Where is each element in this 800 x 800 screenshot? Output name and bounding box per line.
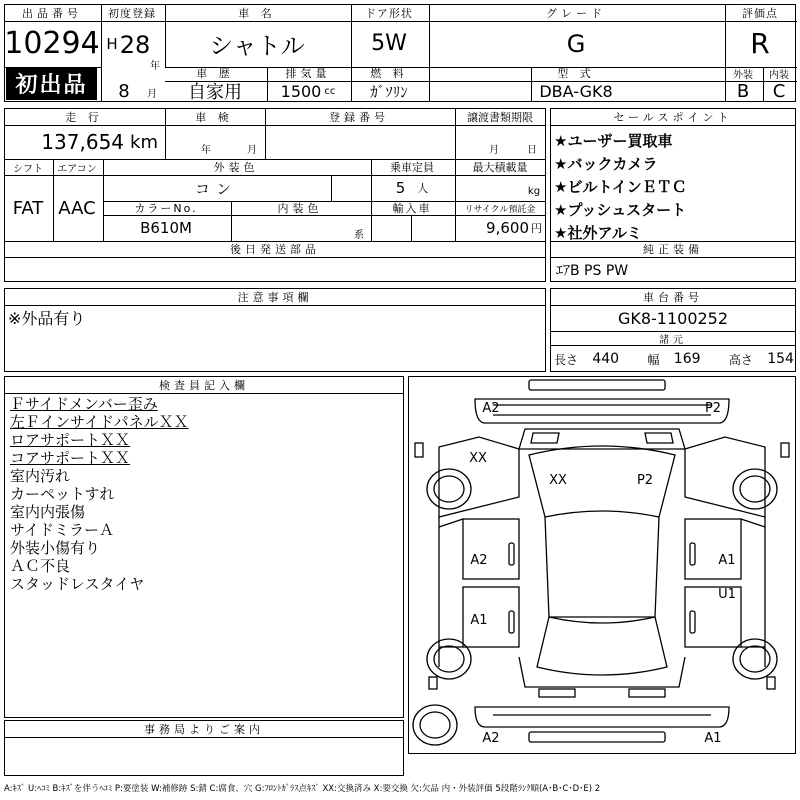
inspector-label: 検査員記入欄	[159, 379, 249, 392]
color-label: 外装色	[213, 161, 259, 174]
mileage-value: 137,654	[41, 130, 125, 154]
recycle-label: リサイクル預託金	[464, 204, 536, 215]
displacement	[266, 80, 350, 102]
color-no: B610M	[140, 219, 192, 237]
score-label: 評価点	[742, 7, 778, 20]
sales-item: ★プッシュスタート	[554, 201, 687, 219]
inspector-item: ロアサポートＸＸ	[10, 431, 131, 449]
reg-year: 28	[119, 31, 151, 59]
diagram-mark: P2	[704, 400, 722, 416]
model: DBA-GK8	[539, 81, 613, 101]
fuel: ｶﾞｿﾘﾝ	[370, 82, 408, 101]
car-name: シャトル	[209, 32, 305, 60]
shift: FAT	[12, 197, 44, 219]
diagram-mark: A1	[718, 552, 736, 568]
equipment-label: 純正装備	[643, 243, 703, 256]
lot-label: 出品番号	[22, 7, 82, 20]
capacity-label: 乗車定員	[390, 161, 434, 174]
reg-label: 初度登録	[108, 7, 156, 20]
int-color-unit: 系	[354, 229, 364, 241]
ext-label: 外装	[733, 69, 753, 81]
inspector-item: 室内汚れ	[10, 467, 71, 485]
ext-score: B	[736, 80, 750, 102]
disp-unit: cc	[324, 85, 336, 97]
wid-label: 幅	[647, 352, 660, 367]
sales-item: ★社外アルミ	[554, 224, 642, 242]
sales-list	[554, 130, 687, 245]
color-no-label: カラーNo.	[134, 202, 198, 215]
dims-label: 諸元	[659, 334, 687, 346]
diagram-mark: A2	[482, 730, 500, 746]
transfer-month-unit: 月	[489, 144, 499, 156]
diagram-mark: A1	[704, 730, 722, 746]
notes-text: ※外品有り	[8, 309, 86, 328]
mileage-label: 走 行	[65, 111, 103, 124]
sales-label: セールスポイント	[613, 111, 733, 124]
history-label: 車 歴	[196, 67, 234, 80]
sales-item: ★ビルトインＥＴＣ	[554, 178, 687, 196]
ac-label: エアコン	[57, 163, 97, 175]
model-label: 型 式	[557, 67, 595, 80]
inspector-item: 室内内張傷	[10, 503, 86, 521]
notes-label: 注意事項欄	[237, 291, 313, 304]
later-parts-label: 後日発送部品	[230, 243, 320, 256]
shift-label: シフト	[13, 163, 43, 175]
capacity-value: 5	[395, 179, 406, 197]
ac: AAC	[58, 197, 96, 219]
diagram-mark: P2	[636, 472, 654, 488]
recycle	[454, 215, 546, 241]
recycle-unit: 円	[531, 222, 542, 235]
history: 自家用	[188, 82, 242, 103]
inspector-item: コアサポートＸＸ	[10, 449, 131, 467]
hgt-value: 154	[767, 351, 794, 367]
diagram-mark: U1	[718, 586, 736, 602]
int-label: 内装	[769, 69, 789, 81]
mileage-unit: km	[130, 131, 158, 153]
score: R	[750, 27, 770, 60]
int-color-label: 内装色	[277, 202, 323, 215]
import-label: 輸入車	[392, 202, 432, 215]
disp-label: 排気量	[285, 67, 331, 80]
door-label: ドア形状	[365, 7, 413, 20]
diagram-mark: XX	[549, 472, 567, 488]
office-label: 事務局よりご案内	[144, 723, 264, 736]
grade: G	[566, 29, 586, 58]
legend: A:ｷｽﾞ U:ﾍｺﾐ B:ｷｽﾞを伴うﾍｺﾐ P:要塗装 W:補修跡 S:錆 C:腐食、穴 G:ﾌﾛﾝﾄｶﾞﾗｽ点ｷｽﾞ XX:交換済み X:要交換 欠:欠品 内・外装評価 5段階ﾗﾝｸ順(A･B･C･D･E) 2	[4, 784, 601, 794]
inspect-year-unit: 年	[201, 144, 211, 156]
inspect-label: 車 検	[195, 111, 233, 124]
inspector-item: 左ＦインサイドパネルＸＸ	[10, 413, 189, 431]
len-label: 長さ	[554, 352, 579, 367]
chassis-number: GK8-1100252	[617, 308, 729, 328]
grade-label: グレード	[546, 7, 606, 20]
dims-row	[554, 346, 794, 372]
sales-item: ★ユーザー買取車	[554, 132, 673, 150]
inspector-item: サイドミラーＡ	[10, 521, 114, 539]
reg-month: 8	[118, 80, 130, 102]
inspector-item: スタッドレスタイヤ	[10, 575, 145, 593]
door-type: 5W	[371, 31, 407, 56]
fuel-label: 燃 料	[370, 67, 408, 80]
name-label: 車 名	[238, 7, 276, 20]
transfer-label: 譲渡書類期限	[467, 111, 533, 124]
load-unit: kg	[527, 185, 541, 197]
hgt-label: 高さ	[728, 352, 753, 367]
plate-label: 登録番号	[329, 111, 389, 124]
sales-item: ★バックカメラ	[554, 155, 658, 173]
reg-year-unit: 年	[150, 60, 160, 72]
recycle-value: 9,600	[486, 219, 529, 237]
disp-value: 1500	[280, 81, 322, 101]
mileage	[4, 126, 164, 158]
inspector-item: カーペットすれ	[10, 485, 115, 503]
inspect-month-unit: 月	[247, 144, 257, 156]
lot-number: 10294	[4, 26, 100, 61]
damage-diagram	[408, 376, 796, 754]
diagram-mark: A2	[470, 552, 488, 568]
transfer-day-unit: 日	[527, 144, 537, 156]
load-label: 最大積載量	[472, 161, 528, 174]
first-listing-badge: 初出品	[6, 67, 97, 100]
reg-era: H	[106, 35, 118, 53]
reg-month-unit: 月	[147, 88, 157, 100]
int-score: C	[772, 80, 786, 102]
chassis-label: 車台番号	[643, 291, 703, 304]
wid-value: 169	[673, 351, 701, 367]
color: コン	[194, 179, 237, 198]
inspector-item: ＡＣ不良	[10, 557, 71, 575]
diagram-mark: XX	[469, 450, 487, 466]
inspector-item: Ｆサイドメンバー歪み	[10, 395, 158, 413]
equipment: ｴｱB PS PW	[556, 263, 629, 279]
capacity-unit: 人	[417, 182, 429, 195]
len-value: 440	[592, 351, 620, 367]
inspector-item: 外装小傷有り	[10, 539, 101, 557]
diagram-mark: A1	[470, 612, 488, 628]
inspector-list	[10, 395, 189, 593]
diagram-mark: A2	[482, 400, 500, 416]
capacity	[370, 175, 454, 201]
